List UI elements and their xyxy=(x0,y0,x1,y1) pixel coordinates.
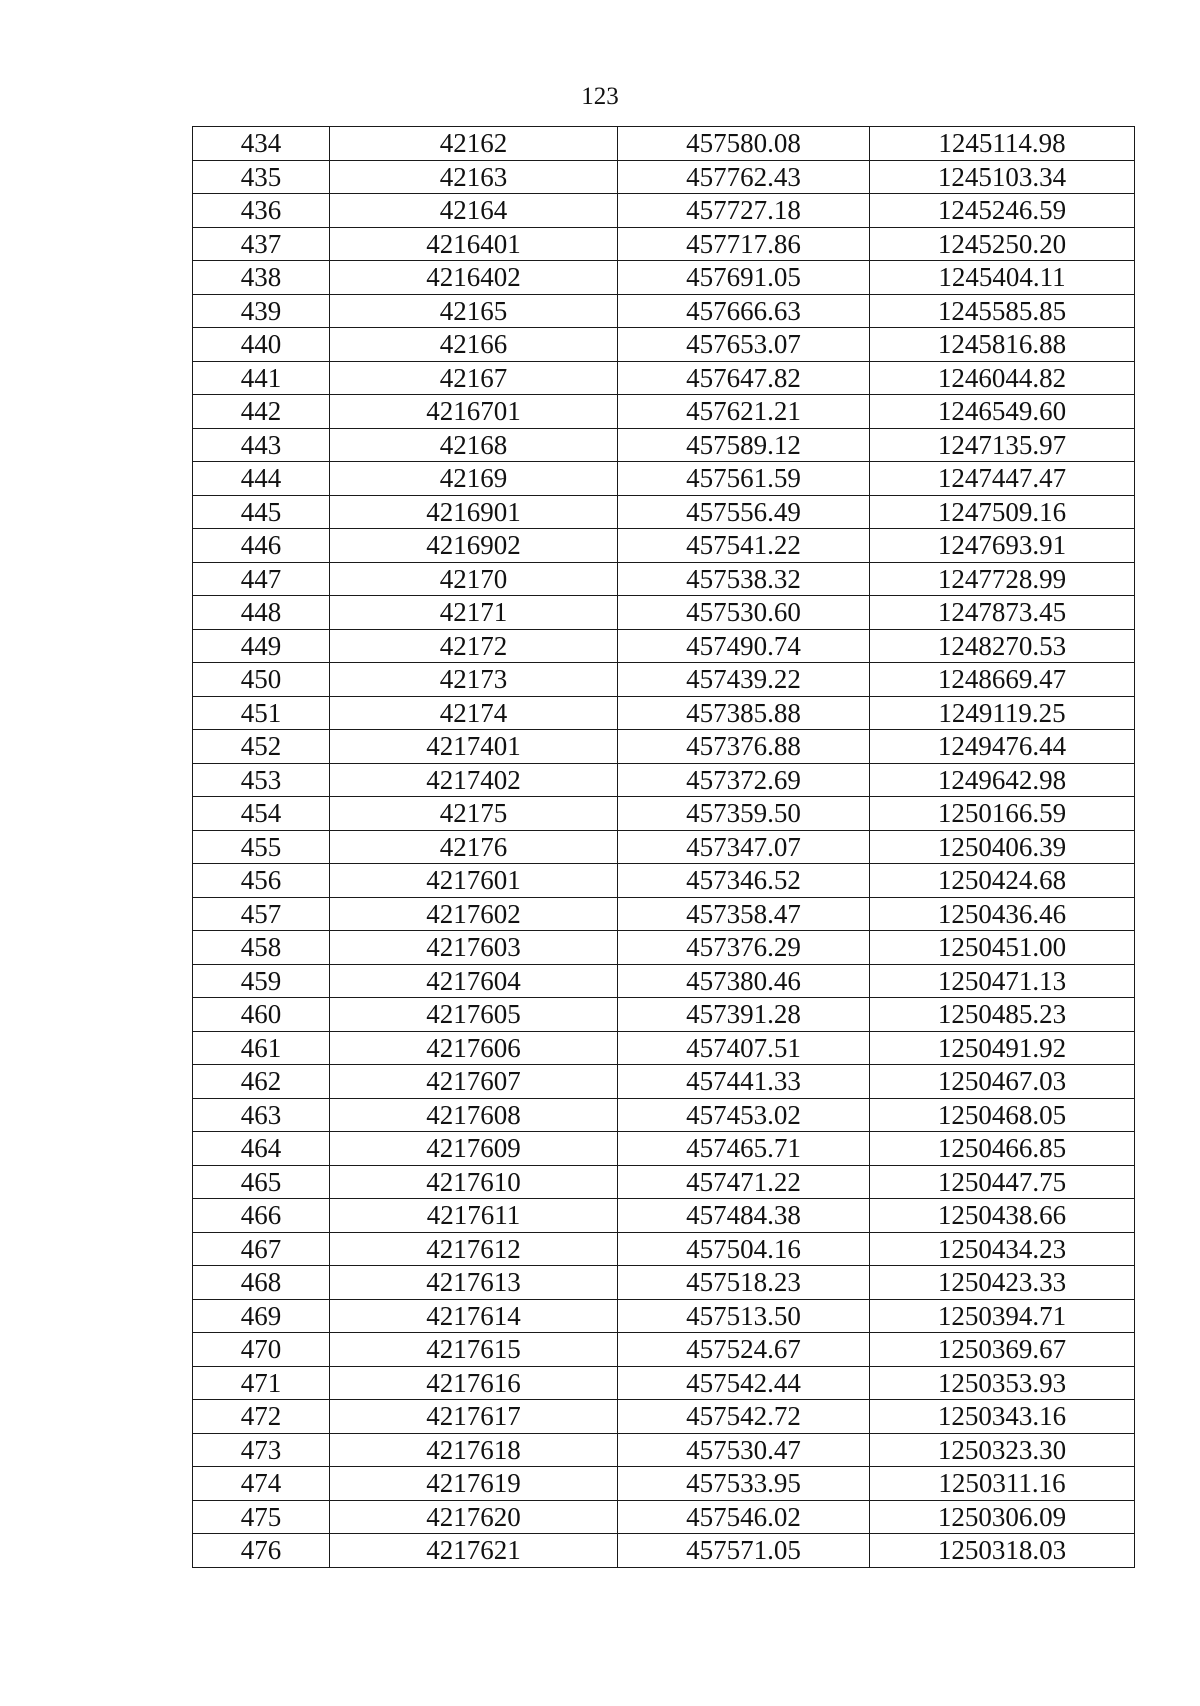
table-row xyxy=(193,1165,1135,1199)
table-row xyxy=(193,730,1135,764)
table-row xyxy=(193,495,1135,529)
x-coordinate-cell: 457762.43 xyxy=(618,160,870,194)
y-coordinate-cell: 1250306.09 xyxy=(870,1500,1135,1534)
row-number-cell: 457 xyxy=(193,897,330,931)
table-row xyxy=(193,897,1135,931)
point-id-cell: 4217610 xyxy=(330,1165,618,1199)
table-row xyxy=(193,428,1135,462)
point-id-cell: 4217402 xyxy=(330,763,618,797)
table-row xyxy=(193,1132,1135,1166)
table-row xyxy=(193,1333,1135,1367)
x-coordinate-cell: 457391.28 xyxy=(618,998,870,1032)
point-id-cell: 4217613 xyxy=(330,1266,618,1300)
y-coordinate-cell: 1247509.16 xyxy=(870,495,1135,529)
table-row xyxy=(193,1366,1135,1400)
point-id-cell: 4216701 xyxy=(330,395,618,429)
y-coordinate-cell: 1250166.59 xyxy=(870,797,1135,831)
y-coordinate-cell: 1250447.75 xyxy=(870,1165,1135,1199)
point-id-cell: 4217601 xyxy=(330,864,618,898)
row-number-cell: 454 xyxy=(193,797,330,831)
x-coordinate-cell: 457471.22 xyxy=(618,1165,870,1199)
point-id-cell: 42171 xyxy=(330,596,618,630)
point-id-cell: 4217615 xyxy=(330,1333,618,1367)
row-number-cell: 434 xyxy=(193,127,330,161)
y-coordinate-cell: 1247447.47 xyxy=(870,462,1135,496)
row-number-cell: 461 xyxy=(193,1031,330,1065)
point-id-cell: 4216402 xyxy=(330,261,618,295)
x-coordinate-cell: 457347.07 xyxy=(618,830,870,864)
table-row xyxy=(193,294,1135,328)
point-id-cell: 4216902 xyxy=(330,529,618,563)
x-coordinate-cell: 457691.05 xyxy=(618,261,870,295)
page-number: 123 xyxy=(581,83,619,110)
row-number-cell: 460 xyxy=(193,998,330,1032)
table-body xyxy=(193,127,1135,1568)
y-coordinate-cell: 1250468.05 xyxy=(870,1098,1135,1132)
point-id-cell: 42166 xyxy=(330,328,618,362)
y-coordinate-cell: 1247873.45 xyxy=(870,596,1135,630)
point-id-cell: 4217621 xyxy=(330,1534,618,1568)
x-coordinate-cell: 457621.21 xyxy=(618,395,870,429)
point-id-cell: 42174 xyxy=(330,696,618,730)
table-row xyxy=(193,261,1135,295)
table-row xyxy=(193,1299,1135,1333)
table-row xyxy=(193,160,1135,194)
x-coordinate-cell: 457465.71 xyxy=(618,1132,870,1166)
x-coordinate-cell: 457518.23 xyxy=(618,1266,870,1300)
y-coordinate-cell: 1250436.46 xyxy=(870,897,1135,931)
table-row xyxy=(193,797,1135,831)
x-coordinate-cell: 457504.16 xyxy=(618,1232,870,1266)
row-number-cell: 463 xyxy=(193,1098,330,1132)
row-number-cell: 455 xyxy=(193,830,330,864)
x-coordinate-cell: 457484.38 xyxy=(618,1199,870,1233)
table-row xyxy=(193,931,1135,965)
x-coordinate-cell: 457538.32 xyxy=(618,562,870,596)
table-row xyxy=(193,830,1135,864)
row-number-cell: 443 xyxy=(193,428,330,462)
y-coordinate-cell: 1247693.91 xyxy=(870,529,1135,563)
row-number-cell: 462 xyxy=(193,1065,330,1099)
x-coordinate-cell: 457490.74 xyxy=(618,629,870,663)
table-row xyxy=(193,964,1135,998)
point-id-cell: 42165 xyxy=(330,294,618,328)
y-coordinate-cell: 1245114.98 xyxy=(870,127,1135,161)
point-id-cell: 4217617 xyxy=(330,1400,618,1434)
y-coordinate-cell: 1250318.03 xyxy=(870,1534,1135,1568)
table-row xyxy=(193,1433,1135,1467)
table-row xyxy=(193,529,1135,563)
row-number-cell: 450 xyxy=(193,663,330,697)
y-coordinate-cell: 1250311.16 xyxy=(870,1467,1135,1501)
point-id-cell: 4217620 xyxy=(330,1500,618,1534)
y-coordinate-cell: 1246044.82 xyxy=(870,361,1135,395)
x-coordinate-cell: 457542.44 xyxy=(618,1366,870,1400)
x-coordinate-cell: 457530.47 xyxy=(618,1433,870,1467)
y-coordinate-cell: 1245585.85 xyxy=(870,294,1135,328)
x-coordinate-cell: 457653.07 xyxy=(618,328,870,362)
table-row xyxy=(193,194,1135,228)
x-coordinate-cell: 457530.60 xyxy=(618,596,870,630)
row-number-cell: 438 xyxy=(193,261,330,295)
table-row xyxy=(193,864,1135,898)
table-row xyxy=(193,562,1135,596)
table-row xyxy=(193,629,1135,663)
y-coordinate-cell: 1250491.92 xyxy=(870,1031,1135,1065)
point-id-cell: 4217614 xyxy=(330,1299,618,1333)
table-row xyxy=(193,127,1135,161)
table-row xyxy=(193,1199,1135,1233)
table-row xyxy=(193,361,1135,395)
table-row xyxy=(193,1098,1135,1132)
row-number-cell: 465 xyxy=(193,1165,330,1199)
point-id-cell: 4217605 xyxy=(330,998,618,1032)
x-coordinate-cell: 457717.86 xyxy=(618,227,870,261)
point-id-cell: 42175 xyxy=(330,797,618,831)
point-id-cell: 4216901 xyxy=(330,495,618,529)
y-coordinate-cell: 1249642.98 xyxy=(870,763,1135,797)
y-coordinate-cell: 1250323.30 xyxy=(870,1433,1135,1467)
row-number-cell: 442 xyxy=(193,395,330,429)
point-id-cell: 42173 xyxy=(330,663,618,697)
y-coordinate-cell: 1245246.59 xyxy=(870,194,1135,228)
row-number-cell: 469 xyxy=(193,1299,330,1333)
row-number-cell: 445 xyxy=(193,495,330,529)
x-coordinate-cell: 457385.88 xyxy=(618,696,870,730)
table-row xyxy=(193,696,1135,730)
point-id-cell: 4216401 xyxy=(330,227,618,261)
row-number-cell: 472 xyxy=(193,1400,330,1434)
x-coordinate-cell: 457453.02 xyxy=(618,1098,870,1132)
y-coordinate-cell: 1245404.11 xyxy=(870,261,1135,295)
point-id-cell: 4217602 xyxy=(330,897,618,931)
y-coordinate-cell: 1250406.39 xyxy=(870,830,1135,864)
x-coordinate-cell: 457524.67 xyxy=(618,1333,870,1367)
point-id-cell: 4217611 xyxy=(330,1199,618,1233)
y-coordinate-cell: 1250424.68 xyxy=(870,864,1135,898)
point-id-cell: 4217401 xyxy=(330,730,618,764)
x-coordinate-cell: 457359.50 xyxy=(618,797,870,831)
y-coordinate-cell: 1250394.71 xyxy=(870,1299,1135,1333)
point-id-cell: 42172 xyxy=(330,629,618,663)
y-coordinate-cell: 1250423.33 xyxy=(870,1266,1135,1300)
y-coordinate-cell: 1250343.16 xyxy=(870,1400,1135,1434)
y-coordinate-cell: 1250369.67 xyxy=(870,1333,1135,1367)
y-coordinate-cell: 1245250.20 xyxy=(870,227,1135,261)
x-coordinate-cell: 457439.22 xyxy=(618,663,870,697)
point-id-cell: 42169 xyxy=(330,462,618,496)
table-row xyxy=(193,1534,1135,1568)
y-coordinate-cell: 1246549.60 xyxy=(870,395,1135,429)
point-id-cell: 4217603 xyxy=(330,931,618,965)
row-number-cell: 456 xyxy=(193,864,330,898)
row-number-cell: 447 xyxy=(193,562,330,596)
table-row xyxy=(193,1065,1135,1099)
x-coordinate-cell: 457533.95 xyxy=(618,1467,870,1501)
row-number-cell: 471 xyxy=(193,1366,330,1400)
row-number-cell: 467 xyxy=(193,1232,330,1266)
table-row xyxy=(193,1031,1135,1065)
x-coordinate-cell: 457376.88 xyxy=(618,730,870,764)
point-id-cell: 4217612 xyxy=(330,1232,618,1266)
y-coordinate-cell: 1248270.53 xyxy=(870,629,1135,663)
coordinates-table-container xyxy=(192,126,1134,1568)
row-number-cell: 468 xyxy=(193,1266,330,1300)
row-number-cell: 437 xyxy=(193,227,330,261)
point-id-cell: 4217616 xyxy=(330,1366,618,1400)
point-id-cell: 42164 xyxy=(330,194,618,228)
x-coordinate-cell: 457513.50 xyxy=(618,1299,870,1333)
row-number-cell: 475 xyxy=(193,1500,330,1534)
x-coordinate-cell: 457571.05 xyxy=(618,1534,870,1568)
row-number-cell: 452 xyxy=(193,730,330,764)
x-coordinate-cell: 457358.47 xyxy=(618,897,870,931)
point-id-cell: 4217606 xyxy=(330,1031,618,1065)
table-row xyxy=(193,1400,1135,1434)
point-id-cell: 42170 xyxy=(330,562,618,596)
point-id-cell: 4217608 xyxy=(330,1098,618,1132)
table-row xyxy=(193,663,1135,697)
y-coordinate-cell: 1250434.23 xyxy=(870,1232,1135,1266)
x-coordinate-cell: 457561.59 xyxy=(618,462,870,496)
row-number-cell: 441 xyxy=(193,361,330,395)
point-id-cell: 4217618 xyxy=(330,1433,618,1467)
x-coordinate-cell: 457441.33 xyxy=(618,1065,870,1099)
table-row xyxy=(193,328,1135,362)
row-number-cell: 451 xyxy=(193,696,330,730)
table-row xyxy=(193,1467,1135,1501)
row-number-cell: 453 xyxy=(193,763,330,797)
row-number-cell: 448 xyxy=(193,596,330,630)
x-coordinate-cell: 457346.52 xyxy=(618,864,870,898)
table-row xyxy=(193,998,1135,1032)
row-number-cell: 436 xyxy=(193,194,330,228)
point-id-cell: 4217609 xyxy=(330,1132,618,1166)
table-row xyxy=(193,395,1135,429)
table-row xyxy=(193,462,1135,496)
y-coordinate-cell: 1247728.99 xyxy=(870,562,1135,596)
table-row xyxy=(193,763,1135,797)
point-id-cell: 42163 xyxy=(330,160,618,194)
table-row xyxy=(193,1232,1135,1266)
row-number-cell: 446 xyxy=(193,529,330,563)
row-number-cell: 464 xyxy=(193,1132,330,1166)
point-id-cell: 42168 xyxy=(330,428,618,462)
row-number-cell: 458 xyxy=(193,931,330,965)
row-number-cell: 439 xyxy=(193,294,330,328)
point-id-cell: 4217604 xyxy=(330,964,618,998)
y-coordinate-cell: 1250451.00 xyxy=(870,931,1135,965)
x-coordinate-cell: 457589.12 xyxy=(618,428,870,462)
row-number-cell: 459 xyxy=(193,964,330,998)
point-id-cell: 42167 xyxy=(330,361,618,395)
x-coordinate-cell: 457546.02 xyxy=(618,1500,870,1534)
x-coordinate-cell: 457556.49 xyxy=(618,495,870,529)
table-row xyxy=(193,1500,1135,1534)
x-coordinate-cell: 457407.51 xyxy=(618,1031,870,1065)
y-coordinate-cell: 1248669.47 xyxy=(870,663,1135,697)
point-id-cell: 42176 xyxy=(330,830,618,864)
point-id-cell: 42162 xyxy=(330,127,618,161)
row-number-cell: 435 xyxy=(193,160,330,194)
y-coordinate-cell: 1250466.85 xyxy=(870,1132,1135,1166)
y-coordinate-cell: 1250438.66 xyxy=(870,1199,1135,1233)
row-number-cell: 473 xyxy=(193,1433,330,1467)
y-coordinate-cell: 1245103.34 xyxy=(870,160,1135,194)
row-number-cell: 440 xyxy=(193,328,330,362)
y-coordinate-cell: 1249476.44 xyxy=(870,730,1135,764)
x-coordinate-cell: 457380.46 xyxy=(618,964,870,998)
x-coordinate-cell: 457542.72 xyxy=(618,1400,870,1434)
row-number-cell: 444 xyxy=(193,462,330,496)
x-coordinate-cell: 457372.69 xyxy=(618,763,870,797)
x-coordinate-cell: 457647.82 xyxy=(618,361,870,395)
y-coordinate-cell: 1249119.25 xyxy=(870,696,1135,730)
row-number-cell: 474 xyxy=(193,1467,330,1501)
y-coordinate-cell: 1250467.03 xyxy=(870,1065,1135,1099)
y-coordinate-cell: 1247135.97 xyxy=(870,428,1135,462)
point-id-cell: 4217607 xyxy=(330,1065,618,1099)
row-number-cell: 476 xyxy=(193,1534,330,1568)
x-coordinate-cell: 457580.08 xyxy=(618,127,870,161)
y-coordinate-cell: 1250485.23 xyxy=(870,998,1135,1032)
x-coordinate-cell: 457727.18 xyxy=(618,194,870,228)
table-row xyxy=(193,1266,1135,1300)
row-number-cell: 470 xyxy=(193,1333,330,1367)
table-row xyxy=(193,227,1135,261)
row-number-cell: 466 xyxy=(193,1199,330,1233)
x-coordinate-cell: 457541.22 xyxy=(618,529,870,563)
point-id-cell: 4217619 xyxy=(330,1467,618,1501)
y-coordinate-cell: 1245816.88 xyxy=(870,328,1135,362)
row-number-cell: 449 xyxy=(193,629,330,663)
y-coordinate-cell: 1250353.93 xyxy=(870,1366,1135,1400)
table-row xyxy=(193,596,1135,630)
x-coordinate-cell: 457376.29 xyxy=(618,931,870,965)
coordinates-table xyxy=(192,126,1135,1568)
y-coordinate-cell: 1250471.13 xyxy=(870,964,1135,998)
x-coordinate-cell: 457666.63 xyxy=(618,294,870,328)
